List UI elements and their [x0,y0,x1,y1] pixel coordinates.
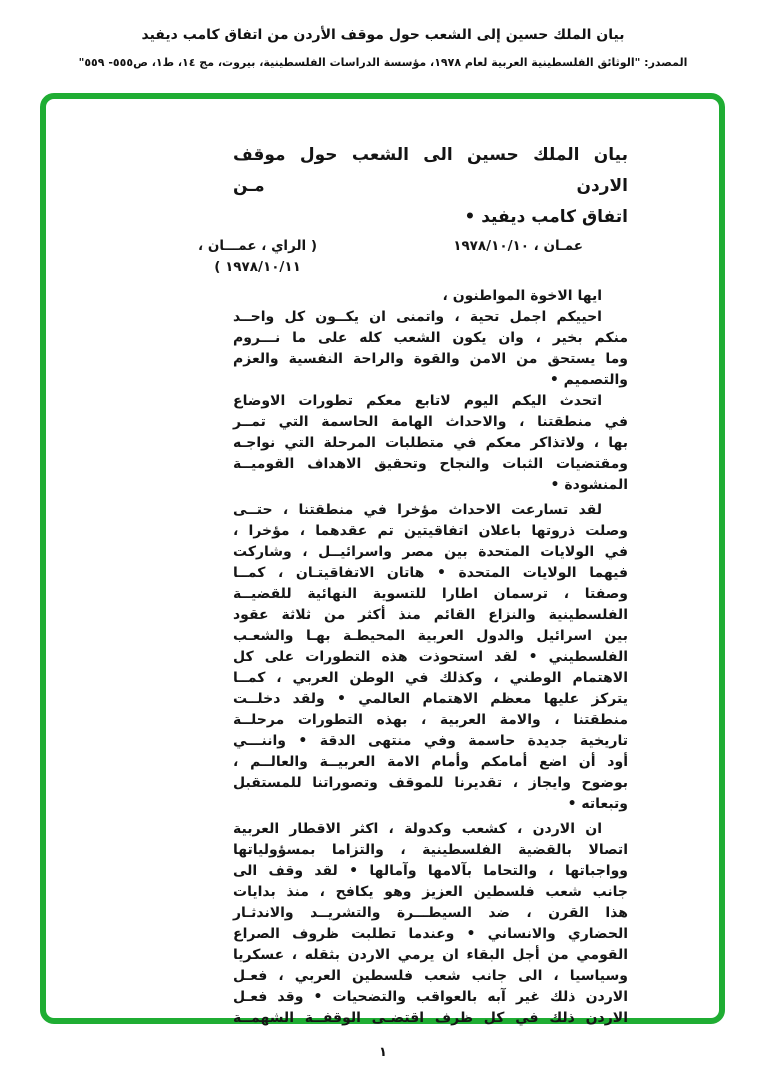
document-body [233,286,628,1029]
document-body-line: جانب شعب فلسطين العزيز وهو يكافح ، منذ بدايات [233,884,628,900]
document-title [233,140,628,233]
document-body-line: في الولايات المتحدة بين مصر واسرائيــل ، وشاركت [233,544,628,560]
document-body-line: منكم بخير ، وان يكون الشعب كله على ما نـــروم [233,330,628,346]
document-body-line: بين اسرائيل والدول العربية المحيطـة بهـا والشعـب [233,628,628,644]
document-body-line: الفلسطينية والنزاع القائم منذ أكثر من ثلاثة عقود [233,607,628,623]
dateline-citation-line1: ( الراي ، عمـــان ، [198,238,318,254]
document-body-line: وما يستحق من الامن والقوة والراحة النفسية والعزم [233,351,628,367]
dateline-citation-line2: ١٩٧٨/١٠/١١ ) [214,259,301,275]
document-body-line: وتبعاته • [567,796,628,812]
document-body-line: فيهما الولايات المتحدة • هاتان الاتفاقيتـان ، كمــا [233,565,628,581]
document-body-line: وسياسيا ، الى جانب شعب فلسطين العربي ، فعـل [233,968,628,984]
document-title-line: اتفاق كامب ديفيد • [464,207,628,227]
scanned-document [46,99,719,1029]
document-body-line: والتصميم • [549,372,628,388]
document-body-line: وصفتا ، ترسمان اطارا للتسوية النهائية للقضيــة [233,586,628,602]
document-body-line: لقد تسارعت الاحداث مؤخرا في منطقتنا ، حتــى [233,502,602,518]
document-body-line: القومي من أجل البقاء ان يرمي الاردن بثقله ، عسكريا [233,947,628,963]
document-body-line: ومقتضيات الثبات والنجاح وتحقيق الاهداف القوميــة [233,456,628,472]
document-body-line: في منطقتنا ، والاحداث الهامة الحاسمة التي تمــر [233,414,628,430]
document-body-line: تاريخية جديدة حاسمة وفي منتهى الدقة • واننـــي [233,733,628,749]
document-body-line: الاهتمام الوطني ، وكذلك في الوطن العربي ، كمــا [233,670,628,686]
dateline [198,236,628,278]
page-header-source: المصدر: "الوثائق الفلسطينية العربية لعام ١٩٧٨، مؤسسة الدراسات الفلسطينية، بيروت، مج ١٤، ط١، ص٥٥٥- ٥٥٩" [78,56,688,69]
document-body-line: وصلت ذروتها باعلان اتفاقيتين تم عقدهما ، مؤخرا ، [233,523,628,539]
document-body-line: وواجباتها ، والتحاما بآلامها وآمالها • لقد وقف الى [233,863,628,879]
document-body-line: الحضاري والانساني • وعندما تطلبت ظروف الصراع [233,926,628,942]
document-body-line: اتصالا بالقضية الفلسطينية ، والتزاما بمسؤولياتها [233,842,628,858]
document-body-line: الاردن ذلك غير آبه بالعواقب والتضحيات • وقد فعـل [233,989,628,1005]
document-body-line: الاردن ذلك في كل ظرف اقتضـى الوقفــة الشهمــة [233,1010,628,1026]
document-body-line: يتركز عليها معظم الاهتمام العالمي • ولقد دخلــت [233,691,628,707]
dateline-citation [198,236,317,278]
document-body-line: ايها الاخوة المواطنون ، [442,288,602,304]
document-body-line: منطقتنا ، والامة العربية ، بهذه التطورات مرحلــة [233,712,628,728]
document-body-line: احييكم اجمل تحية ، واتمنى ان يكــون كل واحــد [233,309,602,325]
page-header-title: بيان الملك حسين إلى الشعب حول موقف الأردن من اتفاق كامب ديفيد [141,27,625,43]
document-body-line: اتحدث اليكم اليوم لاتابع معكم تطورات الاوضاع [233,393,602,409]
document-body-line: أود أن اضع أمامكم وأمام الامة العربيــة والعالــم ، [233,754,628,770]
dateline-place-date: عمـان ، ١٩٧٨/١٠/١٠ [453,238,583,254]
document-body-line: بها ، ولاتذاكر معكم في متطلبات المرحلة التي نواجـه [233,435,628,451]
document-body-line: هذا القرن ، ضد السيطـــرة والتشريــد والاندثـار [233,905,628,921]
document-body-line: الفلسطيني • لقد استحوذت هذه التطورات على كل [233,649,628,665]
document-title-line: بيان الملك حسين الى الشعب حول موقف الاردن مـن [233,145,628,196]
document-body-line: ان الاردن ، كشعب وكدولة ، اكثر الاقطار العربية [233,821,602,837]
page-number: ١ [379,1045,387,1060]
document-frame [40,93,725,1024]
document-body-line: بوضوح وايجاز ، تقديرنا للموقف وتصوراتنا للمستقبل [233,775,628,791]
document-body-line: المنشودة • [550,477,628,493]
